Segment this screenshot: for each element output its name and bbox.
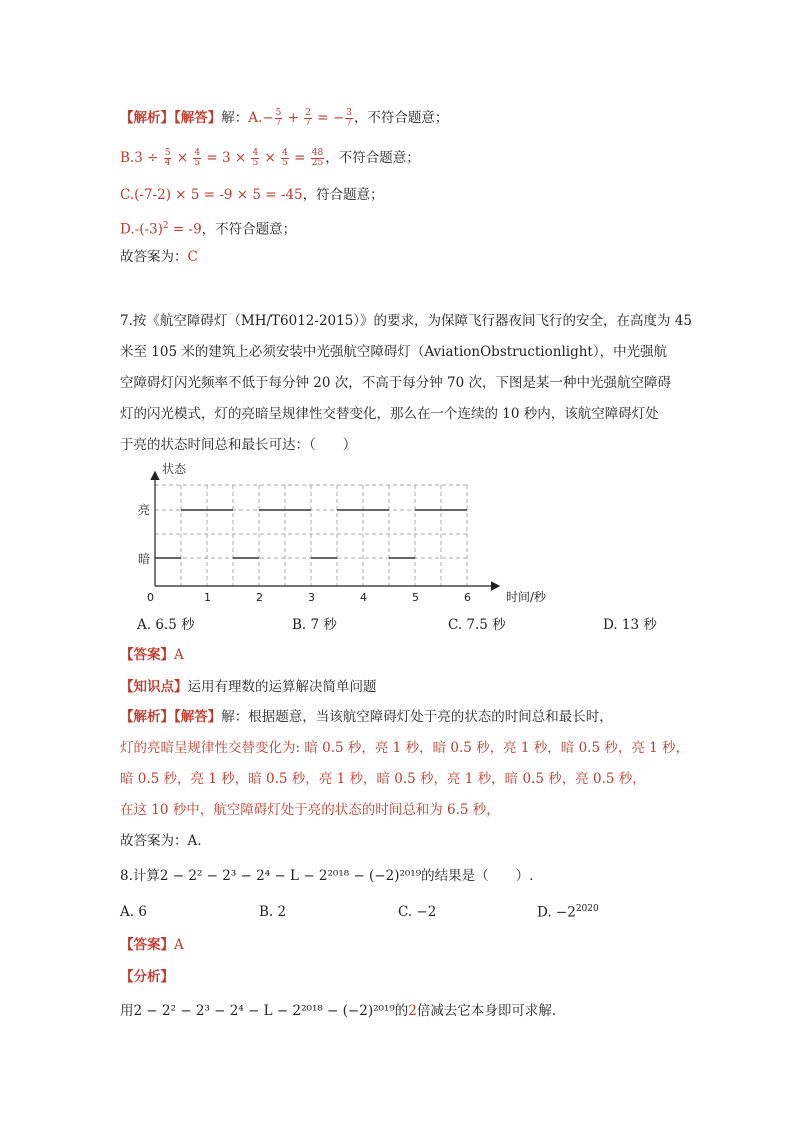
fraction: $\frac{48}{25}$ — [311, 148, 324, 168]
fraction: $\frac{3}{7}$ — [346, 108, 352, 128]
q8-analysis: 用2 − 2² − 2³ − 2⁴ − L − 2²⁰¹⁸ − (−2)²⁰¹⁹的2倍减去它本身即可求解. — [120, 1003, 557, 1019]
fraction: $\frac{4}{5}$ — [282, 148, 288, 168]
q8-analysis-tag: 【分析】 — [120, 969, 174, 985]
x-axis-label: 时间/秒 — [506, 590, 547, 604]
q7-stem-line-5: 于亮的状态时间总和最长可达：（ ） — [120, 437, 357, 453]
q8-option-c[interactable]: C. −2 — [398, 904, 437, 920]
fraction: $\frac{4}{5}$ — [252, 148, 259, 168]
q6-solution-d: $D.-(-3)^2 = -9$，不符合题意； — [120, 221, 297, 238]
q7-option-c[interactable]: C. 7.5 秒 — [448, 617, 506, 633]
q7-option-b[interactable]: B. 7 秒 — [292, 617, 337, 633]
fraction: $\frac{2}{7}$ — [305, 108, 311, 128]
x-tick-label: 4 — [360, 591, 367, 604]
q7-stem-line-1: 7.按《航空障碍灯（MH/T6012-2015）》的要求，为保障飞行器夜间飞行的安全，在高度为 45 — [120, 313, 693, 329]
q7-solution-line-1: 【解析】【解答】解：根据题意，当该航空障碍灯处于亮的状态的时间总和最长时， — [120, 709, 613, 725]
fraction: $\frac{5}{7}$ — [275, 108, 282, 128]
q7-stem-line-2: 米至 105 米的建筑上必须安装中光强航空障碍灯（AviationObstructionlight），中光强航 — [120, 344, 668, 360]
q6-solution-a: 【解析】【解答】解：A.− $\frac{5}{7}$ + $\frac{2}{7}$ = − $\frac{3}{7}$ ，不符合题意； — [120, 108, 449, 128]
y-state-label-bright: 亮 — [138, 503, 151, 517]
y-state-label-dark: 暗 — [138, 552, 151, 566]
q7-stem-line-3: 空障碍灯闪光频率不低于每分钟 20 次，不高于每分钟 70 次，下图是某一种中光强航空障碍 — [120, 375, 672, 391]
q7-option-a[interactable]: A. 6.5 秒 — [137, 617, 195, 633]
x-tick-label: 3 — [308, 591, 315, 604]
q8-option-a[interactable]: A. 6 — [120, 904, 147, 920]
flash-pattern-chart — [120, 455, 560, 607]
q6-final-answer: 故答案为：C — [120, 249, 198, 265]
q7-knowledge: 【知识点】运用有理数的运算解决简单问题 — [120, 679, 377, 695]
q7-solution-line-2: 灯的亮暗呈规律性交替变化为: 暗 0.5 秒，亮 1 秒，暗 0.5 秒，亮 1 秒，暗 0.5 秒，亮 1 秒， — [120, 740, 690, 756]
q8-option-b[interactable]: B. 2 — [259, 904, 287, 920]
q8-stem: 8.计算2 − 2² − 2³ − 2⁴ − L − 2²⁰¹⁸ − (−2)²⁰¹⁹的结果是（ ）. — [120, 868, 534, 884]
fraction: $\frac{4}{5}$ — [194, 148, 201, 168]
q7-solution-line-3: 暗 0.5 秒，亮 1 秒，暗 0.5 秒，亮 1 秒，暗 0.5 秒，亮 1 秒，暗 0.5 秒，亮 0.5 秒， — [120, 771, 646, 787]
y-axis-label: 状态 — [162, 462, 187, 476]
x-tick-label: 1 — [204, 591, 211, 604]
q6-solution-c: C.(-7-2) × 5 = -9 × 5 = -45，符合题意； — [120, 187, 384, 203]
x-tick-label: 2 — [256, 591, 263, 604]
q6-solution-b: B.3 ÷ $\frac{5}{4}$ × $\frac{4}{5}$ = 3 × $\frac{4}{5}$ × $\frac{4}{5}$ = $\frac{48}{25}$ ，不符合题意； — [120, 148, 420, 168]
q7-option-d[interactable]: D. 13 秒 — [603, 617, 657, 633]
q7-final-answer: 故答案为：A. — [120, 833, 202, 849]
q7-stem-line-4: 灯的闪光模式，灯的亮暗呈规律性交替变化，那么在一个连续的 10 秒内，该航空障碍灯处 — [120, 406, 659, 422]
q8-answer: 【答案】A — [120, 937, 184, 953]
x-tick-label: 0 — [147, 591, 154, 604]
q8-option-d[interactable]: D. $-2^{2020}$ — [537, 904, 599, 921]
x-tick-label: 5 — [412, 591, 419, 604]
fraction: $\frac{5}{4}$ — [164, 148, 171, 168]
q7-answer: 【答案】A — [120, 647, 184, 663]
x-tick-label: 6 — [464, 591, 471, 604]
q7-solution-line-4: 在这 10 秒中，航空障碍灯处于亮的状态的时间总和为 6.5 秒， — [120, 802, 500, 818]
